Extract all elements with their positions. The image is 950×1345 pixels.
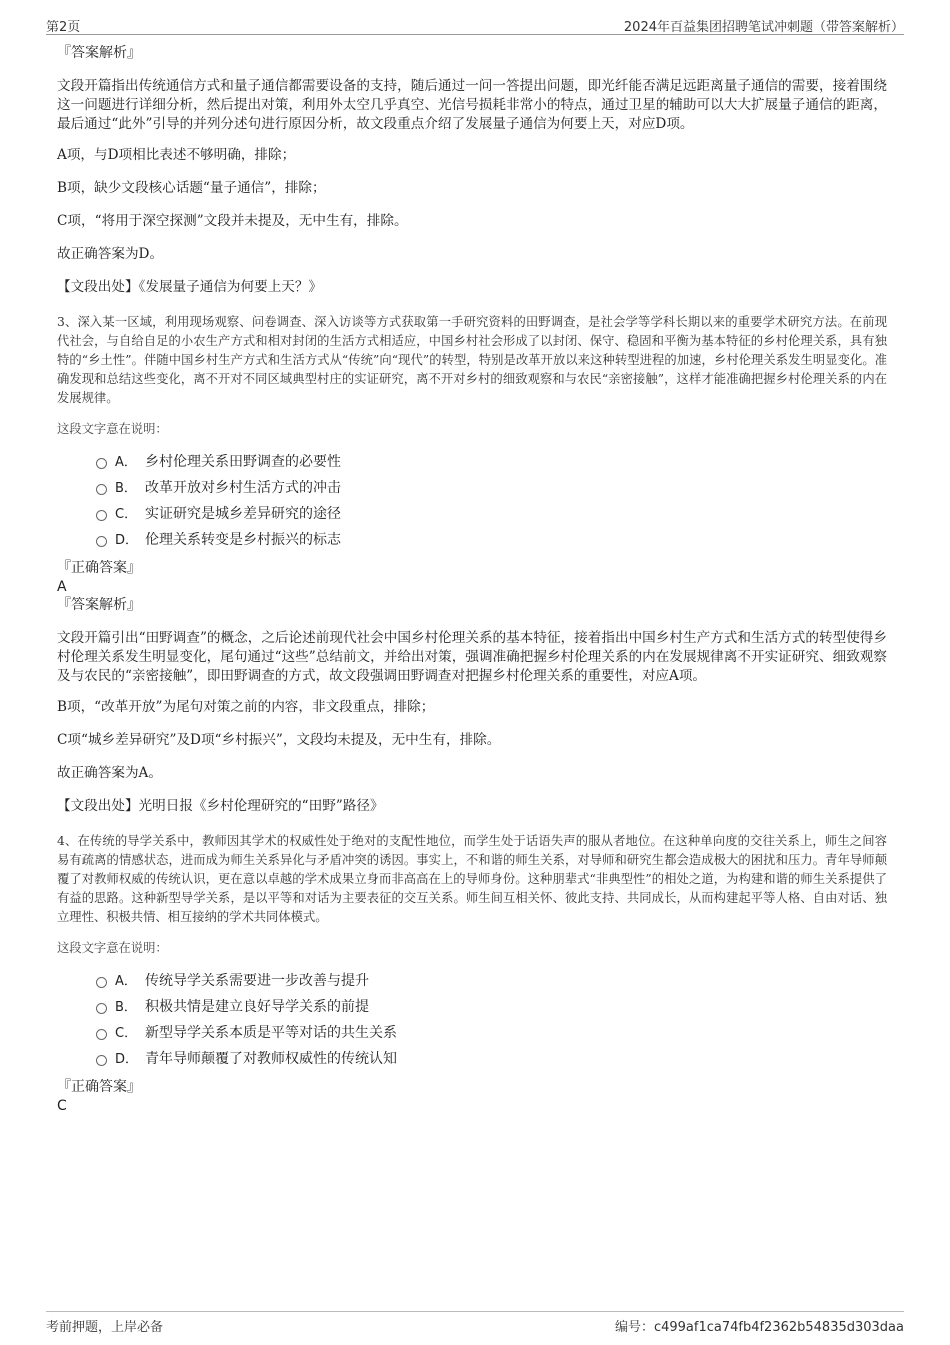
- radio-icon[interactable]: [96, 536, 107, 547]
- radio-icon[interactable]: [96, 977, 107, 988]
- radio-icon[interactable]: [96, 1055, 107, 1066]
- q4-options: [57, 968, 887, 1072]
- q3-analysis: 文段开篇引出“田野调查”的概念，之后论述前现代社会中国乡村伦理关系的基本特征，接着指出中国乡村生产方式和生活方式的转型使得乡村伦理关系发生明显变化，尾句通过“这些”总结前文，并给出对策，强调准确把握乡村伦理关系的内在发展规律离不开实证研究、细致观察及与农民的“亲密接触”，即田野调查的方式，故文段强调田野调查对把握乡村伦理关系的重要性，对应A项。: [57, 630, 887, 684]
- footer-slogan: 考前押题，上岸必备: [46, 1320, 164, 1335]
- q3-option-cd-note: C项“城乡差异研究”及D项“乡村振兴”，文段均未提及，无中生有，排除。: [57, 732, 501, 748]
- option-key: A．: [115, 974, 137, 989]
- q3-correct-label: 『正确答案』: [57, 560, 141, 576]
- option-text: 伦理关系转变是乡村振兴的标志: [145, 532, 341, 548]
- q4-option-a[interactable]: [57, 968, 887, 994]
- page-header: [46, 14, 904, 35]
- q3-source: 【文段出处】光明日报《乡村伦理研究的“田野”路径》: [57, 798, 384, 814]
- q3-options: [57, 449, 887, 553]
- radio-icon[interactable]: [96, 484, 107, 495]
- option-key: D．: [115, 533, 139, 548]
- q3-text: 3、深入某一区域，利用现场观察、问卷调查、深入访谈等方式获取第一手研究资料的田野调查，是社会学等学科长期以来的重要学术研究方法。在前现代社会，与自给自足的小农生产方式和相对封闭的生活方式相适应，中国乡村社会形成了以封闭、保守、稳固和平衡为基本特征的乡村伦理关系，具有独特的“乡土性”。伴随中国乡村生产方式和生活方式从“传统”向“现代”的转型，特别是改革开放以来这种转型进程的加速，乡村伦理关系发生明显变化。准确发现和总结这些变化，离不开对不同区域典型村庄的实证研究，离不开对乡村的细致观察和与农民“亲密接触”，这样才能准确把握乡村伦理关系的内在发展规律。: [57, 315, 887, 405]
- document-title: 2024年百益集团招聘笔试冲刺题（带答案解析）: [623, 20, 904, 35]
- option-text: 传统导学关系需要进一步改善与提升: [145, 973, 369, 989]
- option-text: 实证研究是城乡差异研究的途径: [145, 506, 341, 522]
- q4-option-c[interactable]: [57, 1020, 887, 1046]
- option-text: 新型导学关系本质是平等对话的共生关系: [145, 1025, 397, 1041]
- q2-analysis: 文段开篇指出传统通信方式和量子通信都需要设备的支持，随后通过一问一答提出问题，即光纤能否满足远距离量子通信的需要，接着围绕这一问题进行详细分析，然后提出对策，利用外太空几乎真空、光信号损耗非常小的特点，通过卫星的辅助可以大大扩展量子通信的距离，最后通过“此外”引导的并列分述句进行原因分析，故文段重点介绍了发展量子通信为何要上天，对应D项。: [57, 78, 887, 132]
- q3-option-c[interactable]: [57, 501, 887, 527]
- q3-conclusion: 故正确答案为A。: [57, 765, 162, 781]
- q4-prompt: 这段文字意在说明：: [57, 941, 168, 955]
- q4-text: 4、在传统的导学关系中，教师因其学术的权威性处于绝对的支配性地位，而学生处于话语失声的服从者地位。在这种单向度的交往关系上，师生之间容易有疏离的情感状态，进而成为师生关系异化与矛盾冲突的诱因。事实上，不和谐的师生关系，对导师和研究生都会造成极大的困扰和压力。青年导师颠覆了对教师权威的传统认识，更在意以卓越的学术成果立身而非高高在上的导师身份。这种朋辈式“非典型性”的相处之道，为构建和谐的师生关系提供了有益的思路。这种新型导学关系，是以平等和对话为主要表征的交互关系。师生间互相关怀、彼此支持、共同成长，从而构建起平等人格、自由对话、独立理性、积极共情、相互接纳的学术共同体模式。: [57, 834, 887, 924]
- option-text: 乡村伦理关系田野调查的必要性: [145, 454, 341, 470]
- q2-option-c-note: C项，“将用于深空探测”文段并未提及，无中生有，排除。: [57, 213, 408, 229]
- radio-icon[interactable]: [96, 1029, 107, 1040]
- q3-analysis-label: 『答案解析』: [57, 597, 141, 613]
- radio-icon[interactable]: [96, 1003, 107, 1014]
- q3-correct-answer: A: [57, 579, 67, 595]
- document-code: 编号：c499af1ca74fb4f2362b54835d303daa: [614, 1320, 904, 1335]
- q4-option-b[interactable]: [57, 994, 887, 1020]
- page-footer: [46, 1311, 904, 1336]
- option-key: B．: [115, 1000, 137, 1015]
- q4-option-d[interactable]: [57, 1046, 887, 1072]
- option-text: 改革开放对乡村生活方式的冲击: [145, 480, 341, 496]
- option-text: 积极共情是建立良好导学关系的前提: [145, 999, 369, 1015]
- q4-correct-answer: C: [57, 1098, 67, 1114]
- page-content: [57, 44, 887, 1115]
- q4-correct-label: 『正确答案』: [57, 1079, 141, 1095]
- option-key: B．: [115, 481, 137, 496]
- radio-icon[interactable]: [96, 510, 107, 521]
- q2-option-a-note: A项，与D项相比表述不够明确，排除；: [57, 147, 296, 163]
- q3-option-d[interactable]: [57, 527, 887, 553]
- q3-option-b[interactable]: [57, 475, 887, 501]
- option-key: A．: [115, 455, 137, 470]
- option-text: 青年导师颠覆了对教师权威性的传统认知: [145, 1051, 397, 1067]
- radio-icon[interactable]: [96, 458, 107, 469]
- q2-analysis-label: 『答案解析』: [57, 45, 141, 61]
- q3-option-a[interactable]: [57, 449, 887, 475]
- page-number: 第2页: [46, 20, 81, 35]
- option-key: D．: [115, 1052, 139, 1067]
- q3-prompt: 这段文字意在说明：: [57, 422, 168, 436]
- option-key: C．: [115, 1026, 138, 1041]
- q2-source: 【文段出处】《发展量子通信为何要上天？》: [57, 279, 323, 295]
- option-key: C．: [115, 507, 138, 522]
- q2-conclusion: 故正确答案为D。: [57, 246, 164, 262]
- q3-option-b-note: B项，“改革开放”为尾句对策之前的内容，非文段重点，排除；: [57, 699, 435, 715]
- q2-option-b-note: B项，缺少文段核心话题“量子通信”，排除；: [57, 180, 326, 196]
